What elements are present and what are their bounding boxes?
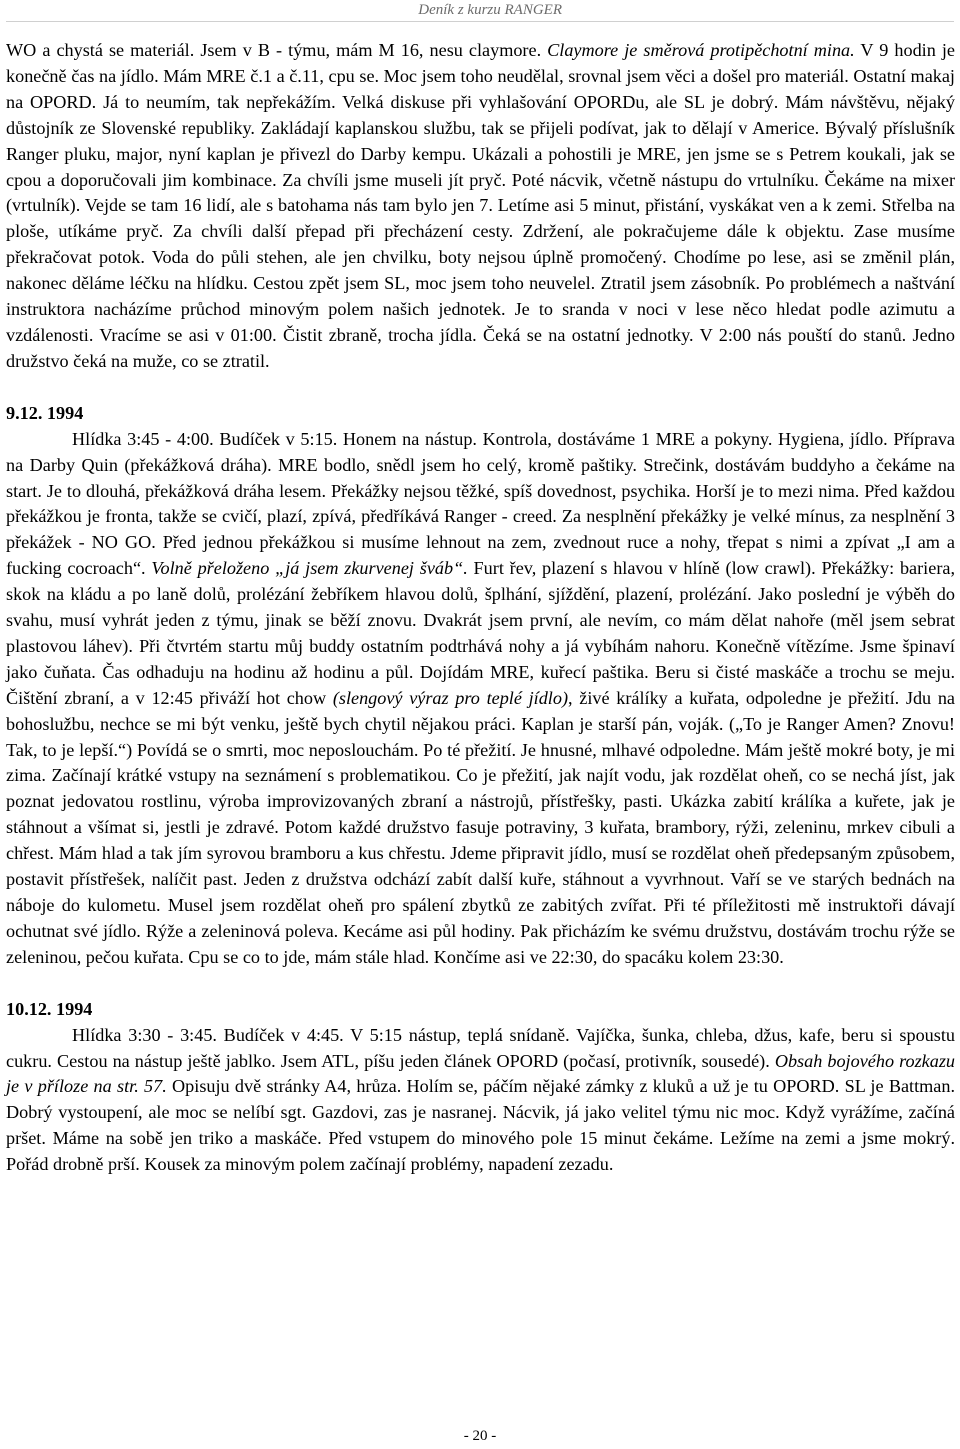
page-content <box>6 38 955 1178</box>
italic-note: Volně přeloženo „já jsem zkurvenej šváb“. <box>151 558 468 579</box>
intro-paragraph <box>6 38 955 375</box>
document-title: Deník z kurzu RANGER <box>418 2 562 18</box>
text-segment: Hlídka 3:30 - 3:45. Budíček v 4:45. V 5:15 nástup, teplá snídaně. Vajíčka, šunka, chleba, džus, kafe, beru si spoustu cukru. Cestou na nástup ještě jablko. Jsem ATL, píšu jeden článek OPORD (počasí, protivník, sousedé). <box>6 1024 955 1071</box>
text-segment: Hlídka 3:45 - 4:00. Budíček v 5:15. Honem na nástup. Kontrola, dostáváme 1 MRE a pokyny. Hygiena, jídlo. Příprava na Darby Quin (překážková dráha). MRE bodlo, snědl jsem ho celý, kromě paštiky. Strečink, dostávám buddyho a čekáme na start. Je to dlouhá, překážková dráha lesem. Překážky nejsou těžké, spíš dovednost, psychika. Horší je to mezi nima. Před každou překážkou je fronta, takže se cvičí, plazí, zpívá, předříkává Ranger - creed. Za nesplnění překážky je velké mínus, za nesplnění 3 překážek - NO GO. Před jednou překážkou si musíme lehnout na zem, zvednout ruce a nohy, třepat s nimi a zpívat „I am a fucking cocroach“. <box>6 428 955 579</box>
text-segment: V 9 hodin je konečně čas na jídlo. Mám MRE č.1 a č.11, cpu se. Moc jsem toho neudělal, srovnal jsem věci a došel pro materiál. Ostatní makaj na OPORD. Já to neumím, tak nepřekážím. Velká diskuse při vyhlašování OPORDu, ale SL je dobrý. Mám návštěvu, nějaký důstojník ze Slovenské republiky. Zakládají kaplanskou službu, tak se přijeli podívat, jak to dělají v Americe. Bývalý příslušník Ranger pluku, major, nyní kaplan je přivezl do Darby kempu. Ukázali a pohostili je MRE, jen jsme se s Petrem koukali, jak se cpou a doporučovali jim kombinace. Za chvíli jsme museli jít pryč. Poté nácvik, včetně nástupu do vrtulníku. Čekáme na mixer (vrtulník). Vejde se tam 16 lidí, ale s batohama nás tam bylo jen 7. Letíme asi 5 minut, přistání, vyskákat ven a k zemi. Střelba na ploše, utíkáme pryč. Za chvíli další přepad při přecházení cesty. Zdržení, ale pokračujeme dále k objektu. Zase musíme překračovat potok. Voda do půli stehen, ale jen chvilku, boty nejsou úplně promočený. Chodíme po lese, asi se změnil plán, nakonec děláme léčku na hlídku. Cestou zpět jsem SL, moc jsem toho neuvelel. Ztratil jsem zásobník. Po problémech a naštvání instruktora nacházíme průchod minovým polem našich jednotek. Je to sranda v noci v lese něco hledat podle azimutu a vzdálenosti. Vracíme se asi v 01:00. Čistit zbraně, trocha jídla. Čeká se na ostatní jednotky. V 2:00 nás pouští do stanů. Jedno družstvo čeká na muže, co se ztratil. <box>6 40 955 371</box>
section-gap <box>6 375 955 401</box>
italic-note: (slengový výraz pro teplé jídlo) <box>332 687 569 708</box>
text-segment: , živé králíky a kuřata, odpoledne je přežití. Jdu na bohoslužbu, nechce se mi být venku, ještě bych chytil nějakou práci. Kaplan je starší pán, voják. („To je Ranger Amen? Znovu! Tak, to je lepší.“) Povídá se o smrti, moc neposlouchám. Po té přežití. Je hnusné, mlhavé odpoledne. Mám ještě mokré boty, je mi zima. Začínají krátké vstupy na seznámení s problematikou. Co je přežití, jak najít vodu, jak rozdělat oheň, co se nechá jíst, jak poznat jedovatou rostlinu, výroba improvizovaných zbraní a nástrojů, přístřešky, pasti. Ukázka zabití králíka a kuřete, jak je stáhnout a všímat si, jestli je zdravé. Potom každé družstvo fasuje potraviny, 3 kuřata, brambory, rýži, zeleninu, mrkev cibuli a chřest. Mám hlad a tak jím syrovou bramboru a kus chřestu. Jdeme připravit jídlo, musí se rozdělat oheň předepsaným způsobem, postavit přístřešek, nalíčit past. Jeden z družstva odchází zabít další kuře, stáhnout a vyvrhnout. Vaří se ve starých bednách na náboje do kulometu. Musel jsem rozdělat oheň pro spálení zbytků ze zabitých zvířat. Při té příležitosti mě instruktoři dávají ochutnat své jídlo. Rýže a zeleninová polevа. Kecáme asi půl hodiny. Pak přicházím ke svému družstvu, dostávám trochu rýže se zeleninou, pečou kuřata. Cpu se co to jde, mám stále hlad. Končíme asi ve 22:30, do spacáku kolem 23:30. <box>6 687 955 967</box>
page-header <box>0 0 960 24</box>
italic-note: Claymore je směrová protipěchotní mina. <box>547 40 855 60</box>
day1-date: 9.12. 1994 <box>6 402 84 423</box>
section-gap <box>6 971 955 997</box>
italic-note: Obsah bojového rozkazu je v příloze na str. 57. <box>6 1050 956 1097</box>
page-number: - 20 - <box>463 1428 497 1444</box>
day2-date: 10.12. 1994 <box>6 998 93 1019</box>
header-divider <box>6 21 954 22</box>
text-segment: WO a chystá se materiál. Jsem v B - týmu, mám M 16, nesu claymore. <box>6 40 548 60</box>
text-segment: Opisuju dvě stránky A4, hrůza. Holím se, páčím nějaké zámky z kluků a už je tu OPORD. SL je Battman. Dobrý vystoupení, ale moc se nelíbí sgt. Gazdovi, zas je nasranej. Nácvik, já jako velitel týmu nic moc. Když vyrážíme, začíná pršet. Máme na sobě jen triko a maskáče. Před vstupem do minového pole 15 minut čekáme. Ležíme na zemi a jsme mokrý. Pořád drobně prší. Kousek za minovým polem začínají problémy, napadení zezadu. <box>6 1076 955 1175</box>
text-segment: Furt řev, plazení s hlavou v hlíně (low crawl). Překážky: bariera, skok na kládu a po laně dolů, prolézání žebříkem hlavou dolů, šplhání, sjíždění, plazení, prolézání. Jako poslední je výběh do svahu, musí vyhrát jeden z týmu, jinak se běží znovu. Dvakrát jsem první, ale nevím, co mám dělat nahoře (měl jsem sebrat plastovou láhev). Při čtvrtém startu můj buddy ostatním podtrhává nohy a já vybíhám nahoru. Konečně vítězíme. Jsme špinaví jako čuňata. Čas odhaduju na hodinu až hodinu a půl. Dojídám MRE, kuřecí paštika. Beru si čisté maskáče a trochu se meju. Čištění zbraní, a v 12:45 přiváží hot chow <box>6 558 955 708</box>
day2-paragraph <box>6 1023 955 1178</box>
day1-paragraph <box>6 427 955 971</box>
